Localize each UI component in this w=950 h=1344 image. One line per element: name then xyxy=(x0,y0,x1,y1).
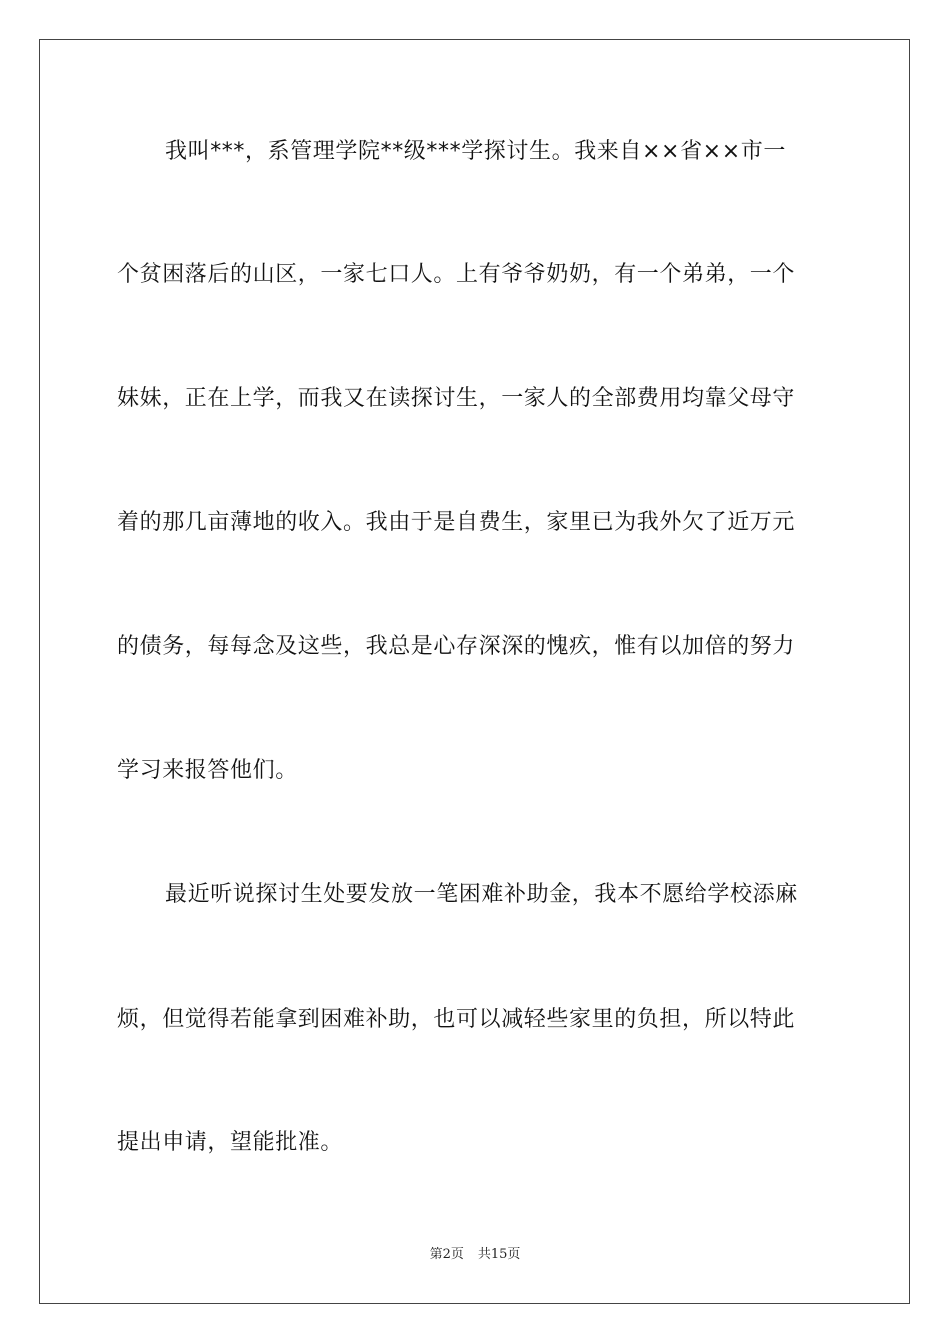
page-frame xyxy=(39,39,910,1304)
paragraph-2-line-1: 最近听说探讨生处要发放一笔困难补助金，我本不愿给学校添麻 xyxy=(165,882,798,907)
paragraph-1-line-4: 着的那几亩薄地的收入。我由于是自费生，家里已为我外欠了近万元 xyxy=(117,510,796,535)
paragraph-1-line-2: 个贫困落后的山区，一家七口人。上有爷爷奶奶，有一个弟弟，一个 xyxy=(117,262,796,287)
paragraph-2-line-2: 烦，但觉得若能拿到困难补助，也可以减轻些家里的负担，所以特此 xyxy=(117,1007,796,1032)
paragraph-1-line-1: 我叫***，系管理学院**级***学探讨生。我来自××省××市一 xyxy=(165,139,786,164)
paragraph-1-line-5: 的债务，每每念及这些，我总是心存深深的愧疚，惟有以加倍的努力 xyxy=(117,634,796,659)
paragraph-2-line-3: 提出申请，望能批准。 xyxy=(117,1130,344,1155)
paragraph-1-line-6: 学习来报答他们。 xyxy=(117,758,298,783)
page-footer xyxy=(0,1246,950,1264)
page-number-current: 第2页 xyxy=(429,1247,464,1262)
paragraph-1-line-3: 妹妹，正在上学，而我又在读探讨生，一家人的全部费用均靠父母守 xyxy=(117,386,796,411)
page-number-total: 共15页 xyxy=(477,1247,521,1262)
